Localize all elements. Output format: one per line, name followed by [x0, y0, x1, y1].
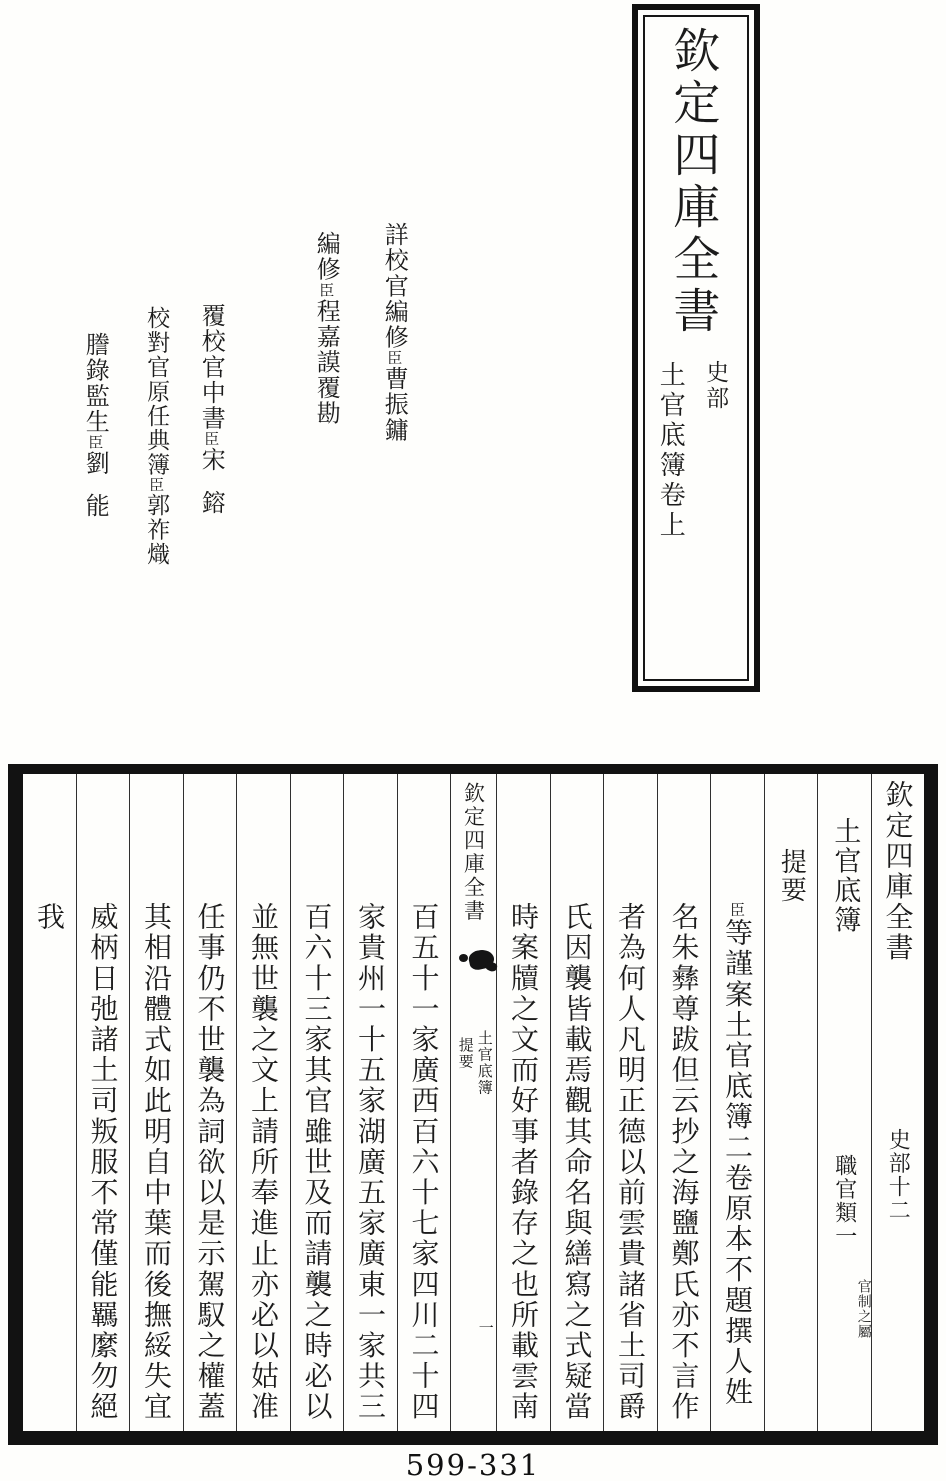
text-column [710, 774, 764, 1431]
text-line: 其相沿體式如此明自中葉而後撫綏失宜 [139, 902, 173, 1423]
text-column [129, 774, 183, 1431]
text-line: 威柄日弛諸土司叛服不常僅能羈縻勿絕 [86, 902, 120, 1423]
running-title: 欽定四庫全書 [881, 780, 915, 963]
text-column [397, 774, 451, 1431]
staff-name: 宋 [197, 447, 226, 473]
text-column [236, 774, 290, 1431]
text-line: 氏因襲皆載焉觀其命名與繕寫之式疑當 [560, 902, 594, 1423]
book-title: 土官底簿 [829, 817, 861, 935]
staff-name-tail: 能 [81, 493, 110, 519]
staff-name: 郭祚熾 [143, 492, 170, 567]
category-note: 官制之屬 [855, 1279, 872, 1339]
text-column [290, 774, 344, 1431]
text-line: 時案牘之文而好事者錄存之也所載雲南 [506, 902, 540, 1423]
column-running-title [871, 774, 925, 1431]
fold-book-title: 土官底簿 [475, 1030, 494, 1096]
catalog-page-number: 599-331 [405, 1448, 541, 1481]
text-line: 我 [32, 902, 66, 933]
rank-char: 臣 [317, 282, 336, 299]
staff-column-compiler [312, 231, 341, 443]
staff-role: 編修 [312, 231, 341, 283]
rank-char: 臣 [147, 476, 166, 493]
fold-folio-number: 一 [476, 1320, 495, 1337]
cover-volume-label: 土官底簿卷上 [655, 361, 686, 541]
folio-columns [23, 774, 924, 1431]
cover-title-box [632, 4, 760, 692]
staff-name: 程嘉謨覆勘 [312, 298, 341, 427]
staff-column-copyist [81, 332, 110, 519]
text-line: 任事仍不世襲為詞欲以是示駕馭之權蓋 [193, 902, 227, 1423]
rank-char: 臣 [385, 350, 404, 366]
fold-running-title: 欽定四庫全書 [461, 782, 486, 923]
staff-role: 詳校官編修 [380, 222, 409, 350]
folio-page-frame [8, 764, 938, 1445]
category-label: 職官類一 [831, 1154, 857, 1249]
fold-section-label: 提要 [456, 1037, 475, 1070]
section-label: 史部十二 [885, 1128, 911, 1223]
staff-column-proofreader [380, 222, 409, 460]
text-column [550, 774, 604, 1431]
memo-prefix-char: 臣 [727, 902, 746, 918]
staff-name-tail: 鎔 [197, 489, 226, 516]
staff-name: 劉 [81, 450, 110, 477]
staff-column-reviewer [197, 303, 226, 516]
staff-role: 謄錄監生 [81, 332, 110, 435]
text-column [343, 774, 397, 1431]
staff-name: 曹振鏞 [380, 366, 409, 443]
rank-char: 臣 [202, 431, 221, 447]
text-line: 百六十三家其官雖世及而請襲之時必以 [300, 902, 334, 1423]
staff-column-collator [144, 306, 168, 583]
text-line: 家貴州一十五家湖廣五家廣東一家共三 [353, 902, 387, 1423]
cover-section-label: 史部 [702, 360, 729, 412]
text-line: 名朱彝尊跋但云抄之海鹽鄭氏亦不言作 [667, 902, 701, 1423]
staff-role: 覆校官中書 [197, 303, 226, 431]
text-line: 百五十一家廣西百六十七家四川二十四 [407, 902, 441, 1423]
text-column [496, 774, 550, 1431]
column-book-title [817, 774, 871, 1431]
text-line: 等謹案土官底簿二卷原本不題撰人姓 [720, 918, 754, 1408]
text-column [183, 774, 237, 1431]
rank-char: 臣 [86, 434, 105, 451]
text-column [23, 774, 76, 1431]
cover-main-title: 欽定四庫全書 [665, 26, 721, 338]
ink-smudge [459, 954, 468, 962]
page-fold-column [450, 774, 496, 1431]
tiyao-label: 提要 [776, 848, 807, 904]
staff-role: 校對官原任典簿 [143, 306, 170, 477]
column-tiyao [764, 774, 818, 1431]
text-line: 者為何人凡明正德以前雲貴諸省土司爵 [613, 902, 647, 1423]
text-column [657, 774, 711, 1431]
text-column [603, 774, 657, 1431]
text-column [76, 774, 130, 1431]
text-line: 並無世襲之文上請所奉進止亦必以姑准 [246, 902, 280, 1423]
